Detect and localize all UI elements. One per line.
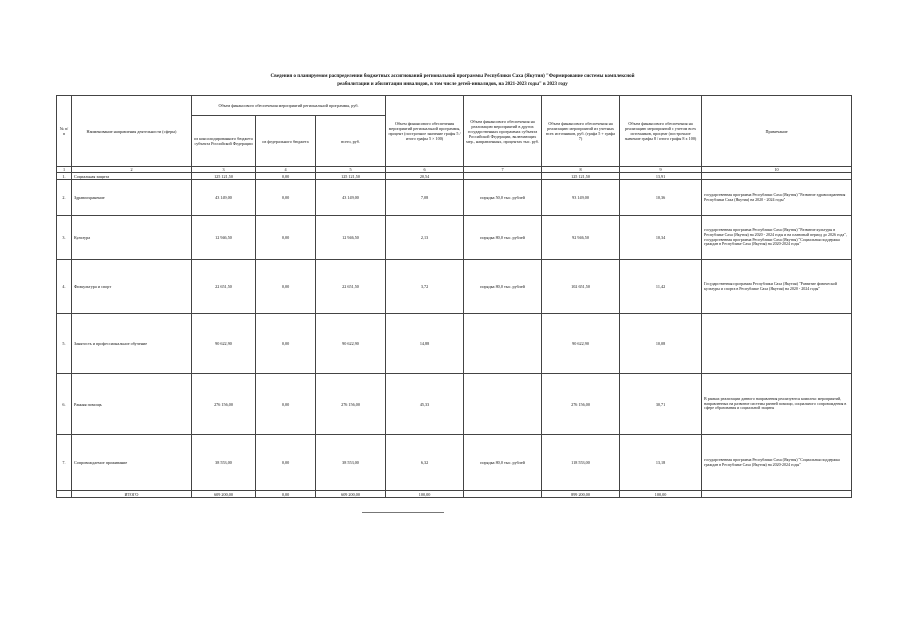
row-num: 2.	[57, 180, 72, 216]
row-all-sources: 102 651,50	[542, 260, 620, 314]
row-direction: Занятость и профессиональное обучение	[72, 314, 192, 374]
row-num: 5.	[57, 314, 72, 374]
totals-other	[464, 491, 542, 498]
row-other	[464, 314, 542, 374]
row-federal: 0,00	[256, 260, 316, 314]
row-other	[464, 173, 542, 180]
column-number: 5	[316, 167, 386, 173]
row-num: 4.	[57, 260, 72, 314]
column-number: 3	[192, 167, 256, 173]
row-note: государственная программа Республики Саха (Якутия) "Развитие культуры в Республике Саха (Якутия) на 2020 - 2024 годы и на плановый период до 2026 года", государственная программа Республики Саха (Якутия) "Социальная поддержка граждан в Республике Саха (Якутия) на 2020-2024 годы"	[702, 216, 852, 260]
row-regional: 90 622,90	[192, 314, 256, 374]
row-direction: Культура	[72, 216, 192, 260]
row-share: 2,13	[386, 216, 464, 260]
row-federal: 0,00	[256, 435, 316, 491]
row-regional: 12 946,50	[192, 216, 256, 260]
totals-num	[57, 491, 72, 498]
row-regional: 276 156,00	[192, 374, 256, 435]
budget-table	[56, 95, 852, 498]
row-note	[702, 314, 852, 374]
header-total-all-sources: Объем финансового обеспечения на реализацию мероприятий из учетных всех источников, руб. (графа 5 + графа 7)	[542, 96, 620, 167]
table-row	[57, 435, 852, 491]
row-federal: 0,00	[256, 314, 316, 374]
row-share: 7,08	[386, 180, 464, 216]
row-regional: 22 651,50	[192, 260, 256, 314]
row-federal: 0,00	[256, 216, 316, 260]
row-other: порядка 80,0 тыс. рублей	[464, 216, 542, 260]
header-total: всего, руб.	[316, 116, 386, 167]
row-all-sources: 92 946,50	[542, 216, 620, 260]
row-share-all: 10,36	[620, 180, 702, 216]
row-direction: Социальная защита	[72, 173, 192, 180]
column-number: 10	[702, 167, 852, 173]
totals-federal: 0,00	[256, 491, 316, 498]
row-other	[464, 374, 542, 435]
row-num: 3.	[57, 216, 72, 260]
row-share-all: 10,34	[620, 216, 702, 260]
row-share-all: 13,18	[620, 435, 702, 491]
row-share-all: 10,08	[620, 314, 702, 374]
table-row	[57, 216, 852, 260]
header-share-regional: Объем финансового обеспечения мероприятий региональной программы, процент (построчное значение графы 5 / итого графы 5 × 100)	[386, 96, 464, 167]
row-regional: 43 149,00	[192, 180, 256, 216]
separator-line	[362, 512, 444, 513]
row-total: 125 121,50	[316, 173, 386, 180]
row-total: 38 553,00	[316, 435, 386, 491]
row-num: 7.	[57, 435, 72, 491]
table-row	[57, 173, 852, 180]
totals-total: 609 200,00	[316, 491, 386, 498]
totals-note	[702, 491, 852, 498]
header-num: № п/п	[57, 96, 72, 167]
table-row	[57, 314, 852, 374]
row-regional: 125 121,50	[192, 173, 256, 180]
row-other: порядка 80,0 тыс. рублей	[464, 260, 542, 314]
document-title	[150, 73, 755, 89]
row-share: 6,32	[386, 435, 464, 491]
row-all-sources: 93 149,00	[542, 180, 620, 216]
row-direction: Здравоохранение	[72, 180, 192, 216]
row-total: 43 149,00	[316, 180, 386, 216]
column-number: 1	[57, 167, 72, 173]
row-other: порядка 50,0 тыс. рублей	[464, 180, 542, 216]
row-federal: 0,00	[256, 173, 316, 180]
column-number: 8	[542, 167, 620, 173]
row-other: порядка 80,0 тыс. рублей	[464, 435, 542, 491]
row-total: 90 622,90	[316, 314, 386, 374]
header-regional-budget: из консолидированного бюджета субъекта Российской Федерации	[192, 116, 256, 167]
table-row	[57, 180, 852, 216]
row-share: 14,88	[386, 314, 464, 374]
row-all-sources: 276 156,00	[542, 374, 620, 435]
row-note: государственная программа Республики Саха (Якутия) "Социальная поддержка граждан в Республике Саха (Якутия) на 2020-2024 годы"	[702, 435, 852, 491]
header-share-all-sources: Объем финансового обеспечения на реализацию мероприятий с учетом всех источников, процент (построчное значение графы 8 / итого графы 8 х 100)	[620, 96, 702, 167]
totals-all-sources: 899 200,00	[542, 491, 620, 498]
row-direction: Ранняя помощь	[72, 374, 192, 435]
totals-regional: 609 200,00	[192, 491, 256, 498]
row-share-all: 30,71	[620, 374, 702, 435]
row-note: государственная программа Республики Саха (Якутия) "Развитие здравоохранения Республики Саха (Якутия) на 2020 - 2024 годы"	[702, 180, 852, 216]
table-row	[57, 260, 852, 314]
row-num: 1.	[57, 173, 72, 180]
header-federal-budget: из федерального бюджета	[256, 116, 316, 167]
row-share-all: 11,42	[620, 260, 702, 314]
row-direction: Сопровождаемое проживание	[72, 435, 192, 491]
column-number: 9	[620, 167, 702, 173]
row-federal: 0,00	[256, 374, 316, 435]
row-note: Государственная программа Республики Саха (Якутия) "Развитие физической культуры и спорта в Республике Саха (Якутия) на 2020 - 2024 годы"	[702, 260, 852, 314]
row-share: 45,33	[386, 374, 464, 435]
row-direction: Физкультура и спорт	[72, 260, 192, 314]
row-share: 3,72	[386, 260, 464, 314]
column-number: 6	[386, 167, 464, 173]
row-share-all: 13,91	[620, 173, 702, 180]
header-group-regional: Объем финансового обеспечения мероприятий региональной программы, руб.	[192, 96, 386, 116]
title-line-2: реабилитации и абилитации инвалидов, в том числе детей-инвалидов, на 2021-2023 годы" в 2023 году	[337, 82, 568, 87]
row-share: 20,54	[386, 173, 464, 180]
row-regional: 38 553,00	[192, 435, 256, 491]
totals-share-all: 100,00	[620, 491, 702, 498]
column-number: 7	[464, 167, 542, 173]
row-note: В рамках реализации данного направления реализуются комплекс мероприятий, направленных на развитие системы ранней помощи, социального сопровождения в сфере образования и социальной защиты	[702, 374, 852, 435]
row-num: 6.	[57, 374, 72, 435]
row-note	[702, 173, 852, 180]
totals-share: 100,00	[386, 491, 464, 498]
totals-label: ИТОГО	[72, 491, 192, 498]
title-line-1: Сведения о планируемом распределении бюджетных ассигнований региональной программы Республики Саха (Якутия) "Формирование системы комплексной	[270, 74, 635, 79]
row-all-sources: 90 622,90	[542, 314, 620, 374]
column-number: 2	[72, 167, 192, 173]
header-note: Примечание	[702, 96, 852, 167]
row-federal: 0,00	[256, 180, 316, 216]
header-direction: Наименование направления деятельности (сферы)	[72, 96, 192, 167]
totals-row	[57, 491, 852, 498]
header-other-programs: Объем финансового обеспечения на реализацию мероприятий в других государственных программах субъекта Российской Федерации, включающих мер., направленных, процентах тыс. руб.	[464, 96, 542, 167]
row-total: 276 156,00	[316, 374, 386, 435]
row-total: 12 946,50	[316, 216, 386, 260]
row-total: 22 651,50	[316, 260, 386, 314]
column-number: 4	[256, 167, 316, 173]
row-all-sources: 125 121,50	[542, 173, 620, 180]
header-row-1	[57, 96, 852, 116]
table-row	[57, 374, 852, 435]
row-all-sources: 118 553,00	[542, 435, 620, 491]
